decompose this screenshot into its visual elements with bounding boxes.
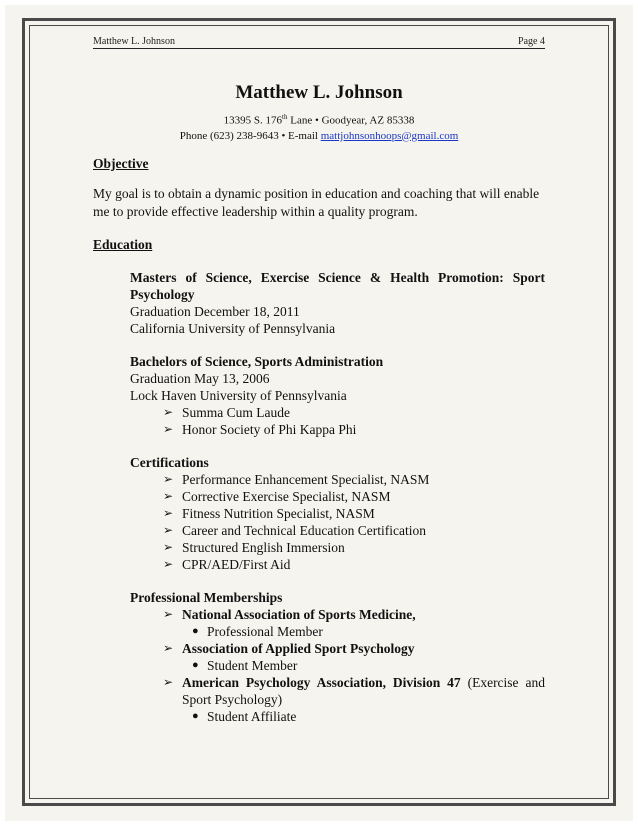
arrow-bullet-icon: ➢ xyxy=(163,674,174,689)
resume-content xyxy=(93,36,545,725)
certification-label: CPR/AED/First Aid xyxy=(182,556,291,572)
dot-bullet-icon: ● xyxy=(192,624,199,637)
bachelors-graduation: Graduation May 13, 2006 xyxy=(130,370,270,386)
header-page-number: Page 4 xyxy=(518,36,545,47)
membership-role: Professional Member xyxy=(207,623,323,639)
certification-label: Career and Technical Education Certification xyxy=(182,522,426,538)
address-prefix: 13395 S. 176 xyxy=(223,114,283,127)
list-item xyxy=(163,556,545,573)
dot-bullet-icon: ● xyxy=(192,709,199,722)
objective-heading: Objective xyxy=(93,155,149,171)
arrow-bullet-icon: ➢ xyxy=(163,606,174,621)
arrow-bullet-icon: ➢ xyxy=(163,488,174,503)
list-item xyxy=(187,708,545,725)
membership-org: American Psychology Association, Division 47 xyxy=(182,674,461,690)
list-item xyxy=(163,421,545,438)
certifications-heading: Certifications xyxy=(130,454,209,470)
list-item xyxy=(163,404,545,421)
membership-role: Student Affiliate xyxy=(207,708,297,724)
membership-role: Student Member xyxy=(207,657,298,673)
honor-label: Summa Cum Laude xyxy=(182,404,290,420)
bachelors-degree: Bachelors of Science, Sports Administration xyxy=(130,353,384,369)
education-heading: Education xyxy=(93,236,153,252)
masters-graduation: Graduation December 18, 2011 xyxy=(130,303,300,319)
header-name: Matthew L. Johnson xyxy=(93,36,175,47)
honor-label: Honor Society of Phi Kappa Phi xyxy=(182,421,357,437)
address-sup: th xyxy=(282,113,288,121)
contact-phone: Phone (623) 238-9643 • E-mail xyxy=(179,129,321,142)
memberships-block xyxy=(130,589,545,725)
list-item xyxy=(163,640,545,657)
membership-extra: (Exercise and Sport Psychology) xyxy=(182,674,545,707)
list-item xyxy=(163,471,545,488)
arrow-bullet-icon: ➢ xyxy=(163,471,174,486)
memberships-heading: Professional Memberships xyxy=(130,589,283,605)
dot-bullet-icon: ● xyxy=(192,658,199,671)
list-item xyxy=(163,488,545,505)
list-item xyxy=(163,606,545,623)
arrow-bullet-icon: ➢ xyxy=(163,539,174,554)
arrow-bullet-icon: ➢ xyxy=(163,505,174,520)
certifications-block xyxy=(130,454,545,573)
email-link[interactable]: mattjohnsonhoops@gmail.com xyxy=(320,129,459,142)
masters-degree: Masters of Science, Exercise Science & Health Promotion: Sport Psychology xyxy=(130,269,545,302)
membership-org: Association of Applied Sport Psychology xyxy=(182,640,415,656)
arrow-bullet-icon: ➢ xyxy=(163,421,174,436)
certification-label: Structured English Immersion xyxy=(182,539,345,555)
masters-block xyxy=(130,269,545,337)
list-item xyxy=(187,657,545,674)
arrow-bullet-icon: ➢ xyxy=(163,640,174,655)
list-item xyxy=(163,505,545,522)
membership-org: National Association of Sports Medicine, xyxy=(182,606,416,622)
bachelors-block xyxy=(130,353,545,438)
address-suffix: Lane • Goodyear, AZ 85338 xyxy=(287,114,415,127)
list-item xyxy=(163,522,545,539)
resume-name: Matthew L. Johnson xyxy=(235,82,403,103)
arrow-bullet-icon: ➢ xyxy=(163,522,174,537)
list-item xyxy=(163,674,545,708)
address-line xyxy=(93,113,545,127)
masters-school: California University of Pennsylvania xyxy=(130,320,336,336)
certification-label: Corrective Exercise Specialist, NASM xyxy=(182,488,391,504)
arrow-bullet-icon: ➢ xyxy=(163,556,174,571)
running-header xyxy=(93,36,545,49)
certification-label: Fitness Nutrition Specialist, NASM xyxy=(182,505,375,521)
objective-text: My goal is to obtain a dynamic position in education and coaching that will enable me to provide effective leadership within a quality program. xyxy=(93,185,540,219)
list-item xyxy=(187,623,545,640)
arrow-bullet-icon: ➢ xyxy=(163,404,174,419)
bachelors-school: Lock Haven University of Pennsylvania xyxy=(130,387,347,403)
list-item xyxy=(163,539,545,556)
contact-line xyxy=(93,130,545,142)
certification-label: Performance Enhancement Specialist, NASM xyxy=(182,471,430,487)
